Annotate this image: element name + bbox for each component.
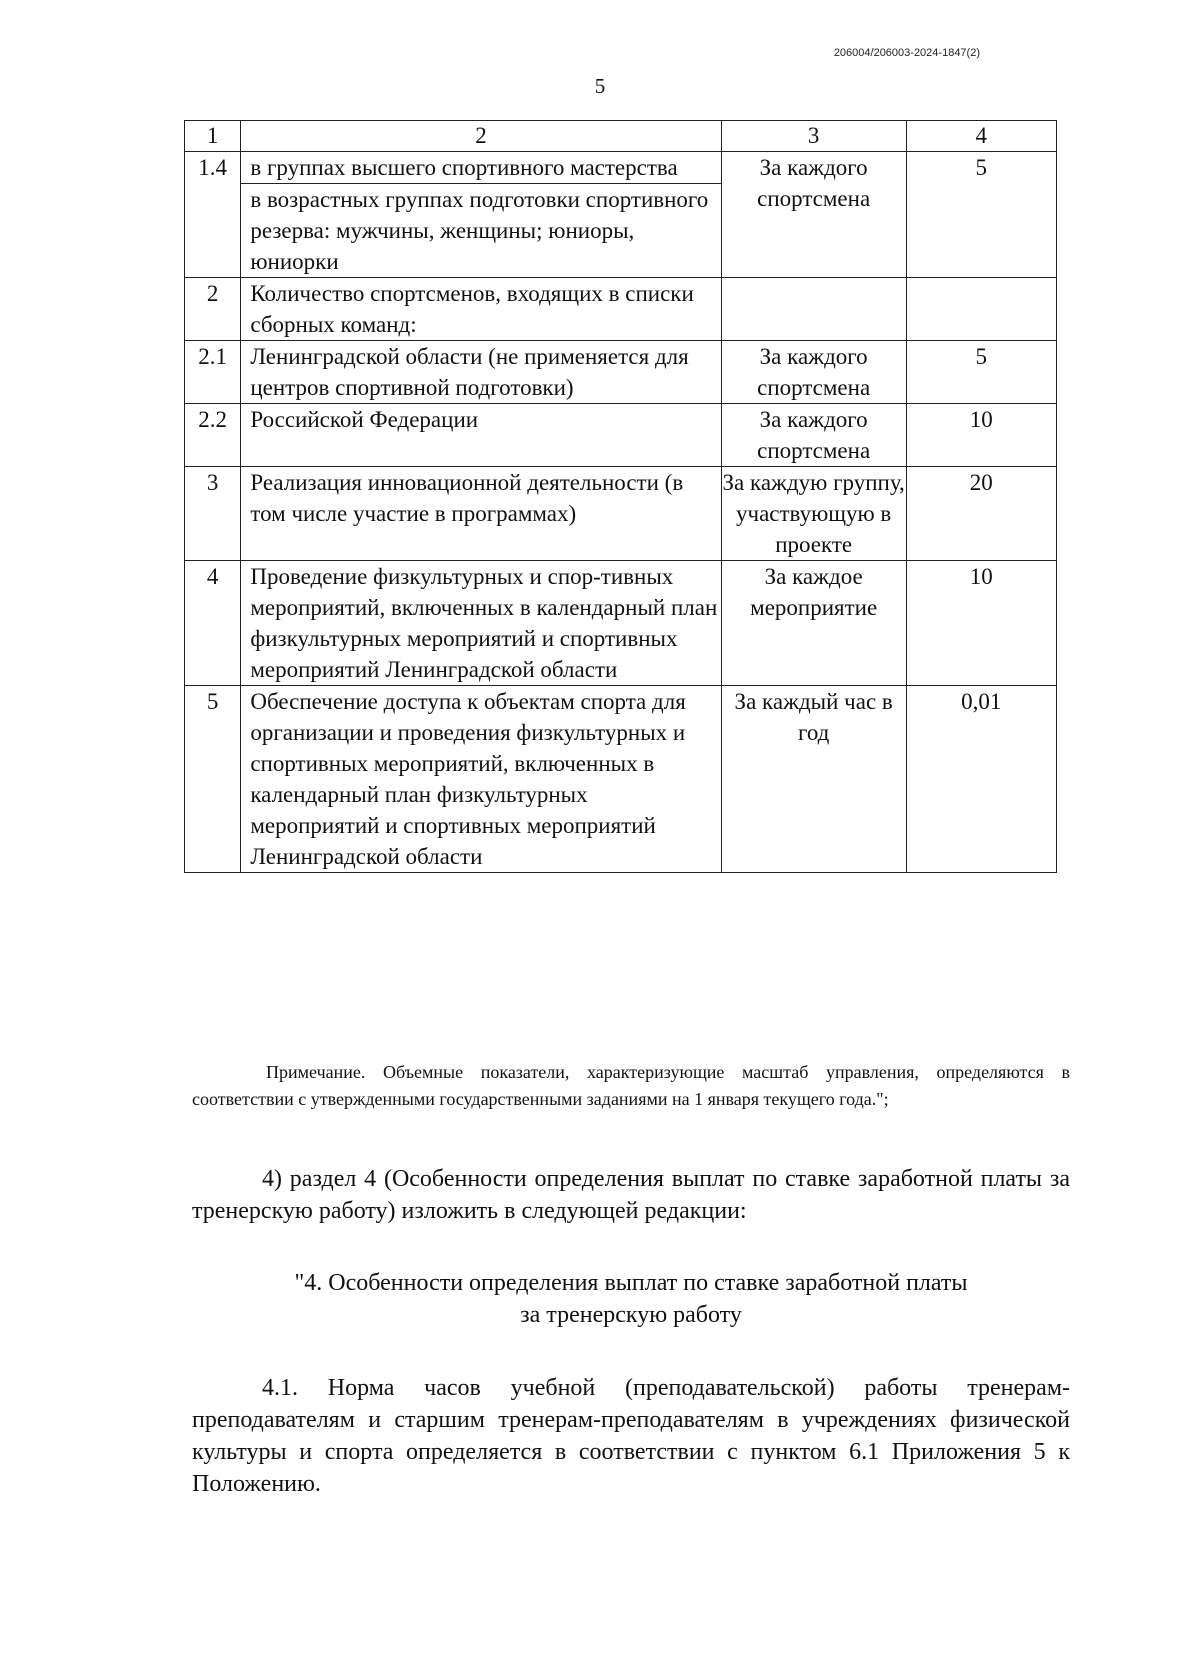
row-number: 1.4 bbox=[185, 152, 241, 278]
row-description: Реализация инновационной деятельности (в том числе участие в программах) bbox=[241, 467, 721, 561]
header-col-1: 1 bbox=[185, 121, 241, 152]
row-unit: За каждого спортсмена bbox=[721, 404, 906, 467]
row-number: 5 bbox=[185, 686, 241, 873]
row-value: 20 bbox=[906, 467, 1056, 561]
header-col-4: 4 bbox=[906, 121, 1056, 152]
row-unit: За каждое мероприятие bbox=[721, 561, 906, 686]
row-description: Проведение физкультурных и спор-тивных мероприятий, включенных в календарный план физкультурных мероприятий и спортивных мероприятий Ленинградской области bbox=[241, 561, 721, 686]
table-row bbox=[185, 341, 1057, 404]
section-heading bbox=[192, 1267, 1070, 1331]
row-description: в возрастных группах подготовки спортивного резерва: мужчины, женщины; юниоры, юниорки bbox=[241, 184, 721, 278]
row-number: 3 bbox=[185, 467, 241, 561]
section-heading-line-2: за тренерскую работу bbox=[520, 1302, 742, 1328]
header-col-3: 3 bbox=[721, 121, 906, 152]
paragraph-4-1: 4.1. Норма часов учебной (преподавательской) работы тренерам-преподавателям и старшим тренерам-преподавателям в учреждениях физической культуры и спорта определяется в соответствии с пунктом 6.1 Приложения 5 к Положению. bbox=[192, 1375, 1070, 1497]
row-description: Российской Федерации bbox=[241, 404, 721, 467]
row-unit: За каждый час в год bbox=[721, 686, 906, 873]
indicators-table bbox=[184, 120, 1057, 873]
table-row bbox=[185, 278, 1057, 341]
table-note bbox=[192, 1059, 1070, 1113]
row-unit: За каждого спортсмена bbox=[721, 152, 906, 278]
table-header-row bbox=[185, 121, 1057, 152]
table-row bbox=[185, 404, 1057, 467]
row-unit: За каждого спортсмена bbox=[721, 341, 906, 404]
header-col-2: 2 bbox=[241, 121, 721, 152]
row-description: Количество спортсменов, входящих в списки сборных команд: bbox=[241, 278, 721, 341]
row-value: 5 bbox=[906, 341, 1056, 404]
document-id: 206004/206003-2024-1847(2) bbox=[833, 47, 980, 59]
row-value: 5 bbox=[906, 152, 1056, 278]
row-unit bbox=[721, 278, 906, 341]
row-description: в группах высшего спортивного мастерства bbox=[241, 152, 721, 184]
paragraph-section-4: 4) раздел 4 (Особенности определения выплат по ставке заработной платы за тренерскую работу) изложить в следующей редакции: bbox=[192, 1166, 1070, 1224]
row-description: Обеспечение доступа к объектам спорта для организации и проведения физкультурных и спортивных мероприятий, включенных в календарный план физкультурных мероприятий и спортивных мероприятий Ленинградской области bbox=[241, 686, 721, 873]
row-value: 0,01 bbox=[906, 686, 1056, 873]
row-value: 10 bbox=[906, 404, 1056, 467]
row-value: 10 bbox=[906, 561, 1056, 686]
table-row bbox=[185, 467, 1057, 561]
row-unit: За каждую группу, участвующую в проекте bbox=[721, 467, 906, 561]
page-number: 5 bbox=[594, 74, 606, 98]
row-description: Ленинградской области (не применяется для центров спортивной подготовки) bbox=[241, 341, 721, 404]
row-number: 2 bbox=[185, 278, 241, 341]
table-row bbox=[185, 152, 1057, 184]
row-number: 2.2 bbox=[185, 404, 241, 467]
table-row bbox=[185, 686, 1057, 873]
note-text: Примечание. Объемные показатели, характеризующие масштаб управления, определяются в соответствии с утвержденными государственными заданиями на 1 января текущего года."; bbox=[192, 1062, 1070, 1109]
table-row bbox=[185, 561, 1057, 686]
row-number: 4 bbox=[185, 561, 241, 686]
row-number: 2.1 bbox=[185, 341, 241, 404]
section-heading-line-1: "4. Особенности определения выплат по ставке заработной платы bbox=[294, 1270, 968, 1296]
row-value bbox=[906, 278, 1056, 341]
